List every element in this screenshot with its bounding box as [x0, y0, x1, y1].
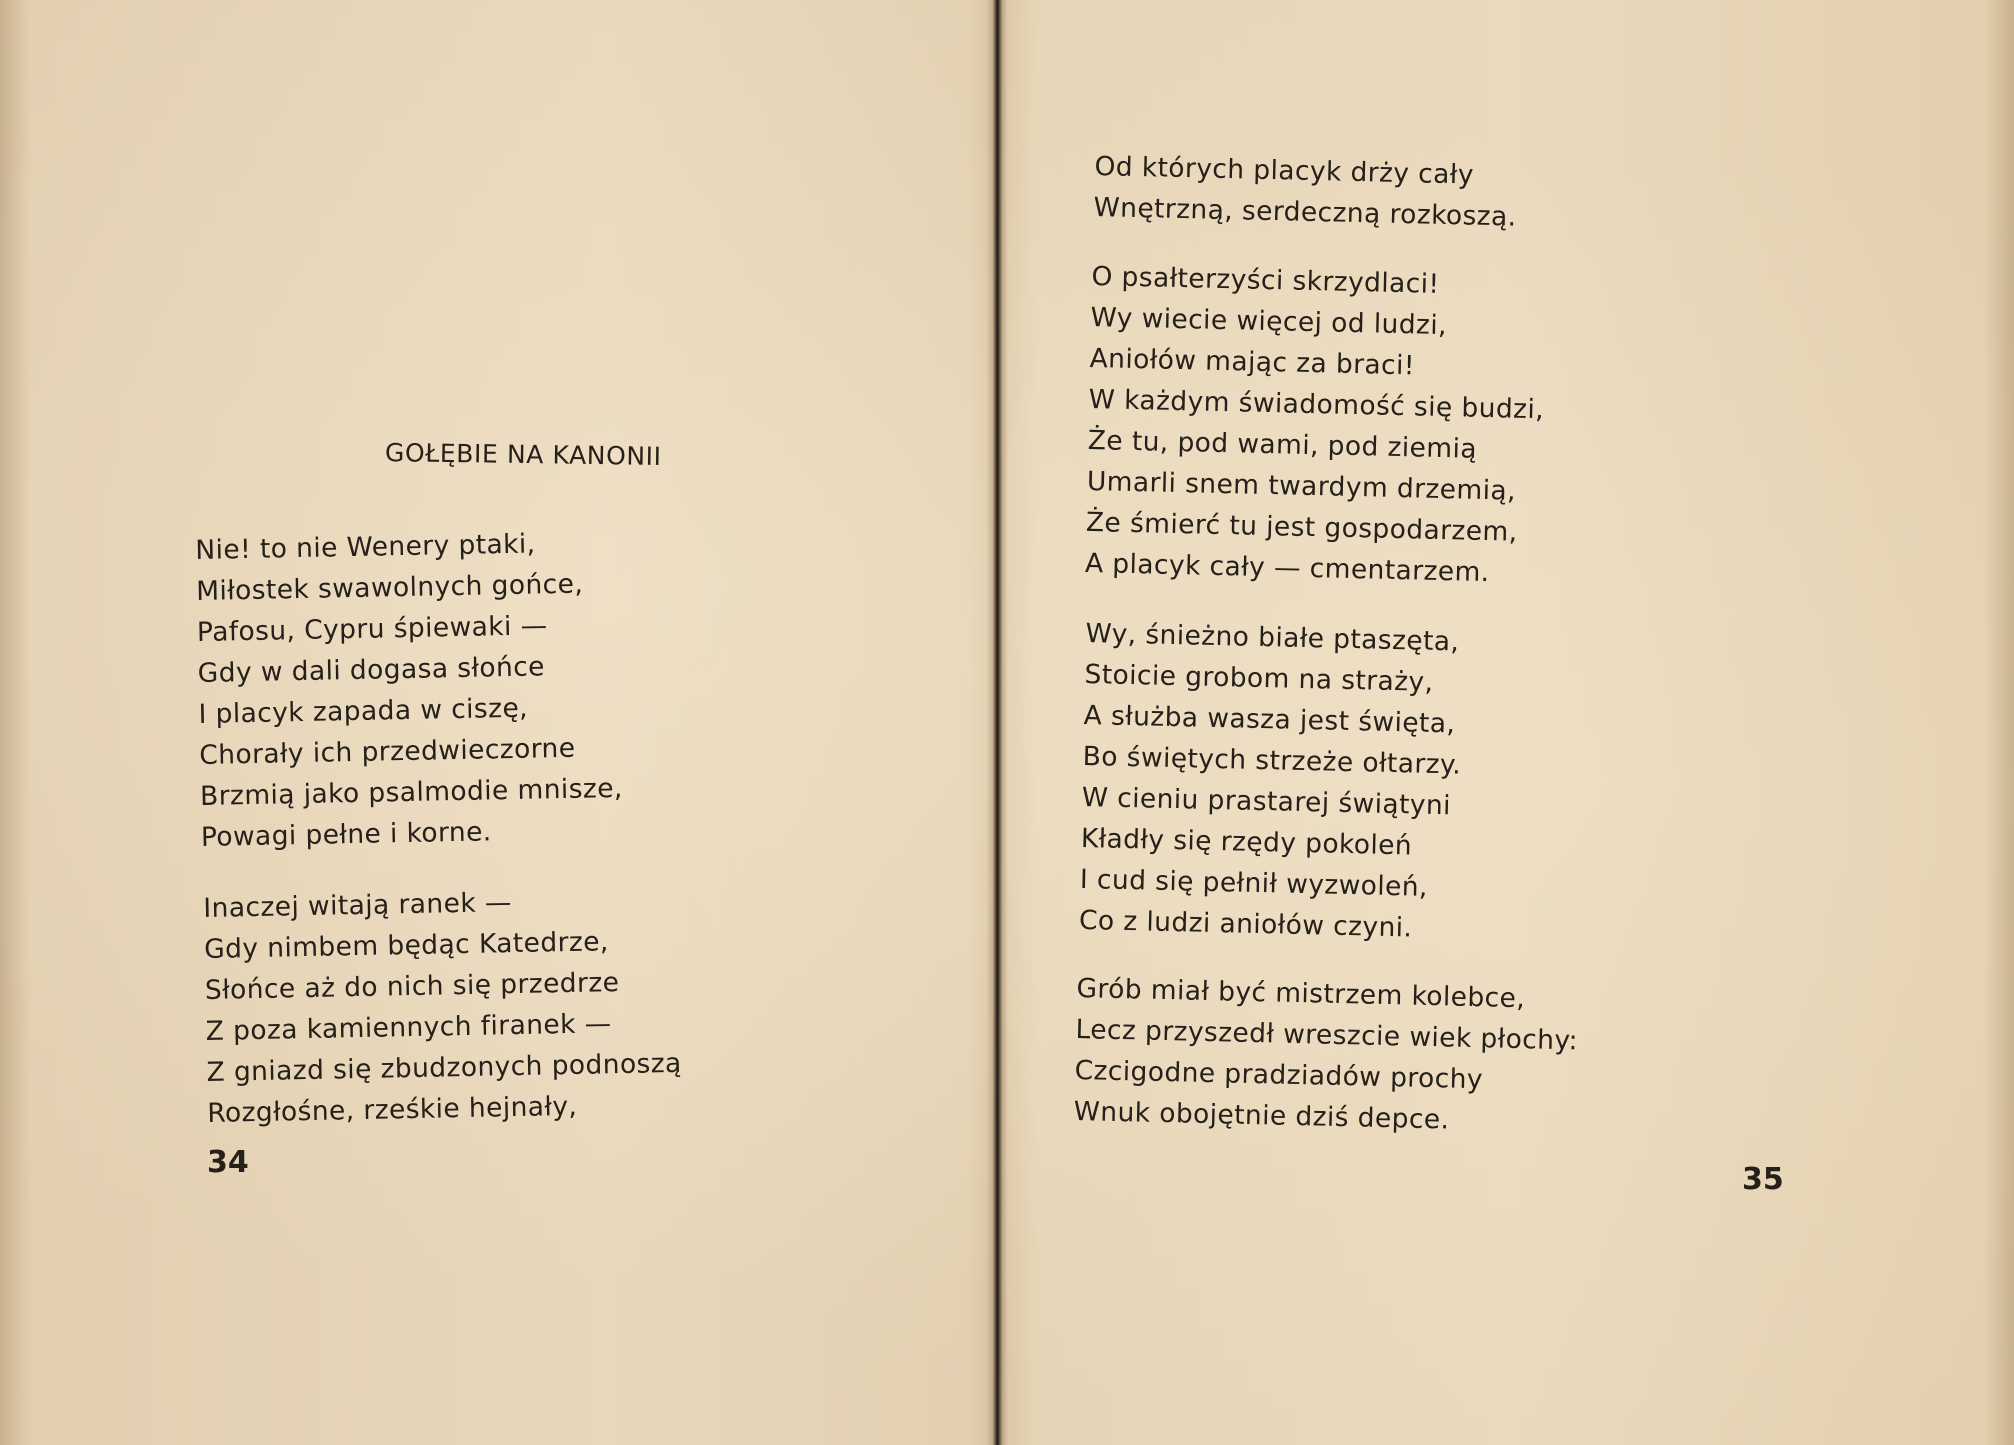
verse-line: Wy, śnieżno białe ptaszęta,	[1085, 617, 1460, 658]
verse-line: Bo świętych strzeże ołtarzy.	[1082, 740, 1462, 781]
verse-line: Co z ludzi aniołów czyni.	[1078, 904, 1413, 944]
verse-line: A placyk cały — cmentarzem.	[1084, 547, 1490, 589]
verse-line: Z gniazd się zbudzonych podnoszą	[206, 1047, 682, 1088]
verse-line: Słońce aż do nich się przedrze	[204, 967, 620, 1006]
verse-line: Inaczej witają ranek —	[203, 887, 513, 924]
verse-line: Rozgłośne, rześkie hejnały,	[207, 1090, 578, 1129]
verse-line: W cieniu prastarej świątyni	[1081, 781, 1452, 822]
left-stanza-1	[195, 522, 624, 858]
verse-line: Grób miał być mistrzem kolebce,	[1076, 972, 1526, 1015]
verse-line: Powagi pełne i korne.	[200, 816, 492, 853]
verse-line: Gdy nimbem będąc Katedrze,	[203, 926, 609, 965]
verse-line: I placyk zapada w ciszę,	[198, 692, 529, 730]
page-number-right: 35	[1742, 1162, 1784, 1197]
verse-line: Wnuk obojętnie dziś depce.	[1073, 1095, 1450, 1136]
verse-line: A służba wasza jest święta,	[1083, 699, 1456, 740]
verse-line: Gdy w dali dogasa słońce	[197, 651, 546, 689]
verse-line: I cud się pełnił wyzwoleń,	[1079, 863, 1429, 903]
right-stanza-3	[1079, 613, 1465, 950]
right-stanza-2	[1085, 256, 1548, 594]
verse-line: Stoicie grobom na straży,	[1084, 658, 1434, 698]
right-stanza-4	[1073, 968, 1579, 1143]
verse-line: Czcigodne pradziadów prochy	[1074, 1054, 1484, 1096]
verse-line: Że tu, pod wami, pod ziemią	[1087, 424, 1478, 465]
right-page	[1002, 0, 2014, 1445]
verse-line: Brzmią jako psalmodie mnisze,	[199, 772, 623, 812]
right-stanza-1	[1093, 146, 1518, 238]
verse-line: Kładły się rzędy pokoleń	[1080, 822, 1413, 862]
left-stanza-2	[203, 879, 683, 1134]
poem-title: GOŁĘBIE NA KANONII	[384, 438, 662, 471]
verse-line: Chorały ich przedwieczorne	[199, 732, 576, 771]
verse-line: W każdym świadomość się budzi,	[1088, 383, 1545, 426]
verse-line: Umarli snem twardym drzemią,	[1086, 465, 1517, 507]
verse-line: Aniołów mając za braci!	[1089, 342, 1416, 382]
verse-line: Lecz przyszedł wreszcie wiek płochy:	[1075, 1013, 1579, 1057]
verse-line: Że śmierć tu jest gospodarzem,	[1085, 506, 1518, 548]
page-number-left: 34	[207, 1145, 249, 1180]
verse-line: Od których placyk drży cały	[1094, 150, 1475, 191]
verse-line: Miłostek swawolnych gońce,	[195, 568, 584, 607]
verse-line: Wy wiecie więcej od ludzi,	[1090, 301, 1448, 342]
left-page	[0, 0, 992, 1445]
verse-line: Z poza kamiennych firanek —	[205, 1008, 612, 1047]
verse-line: O psałterzyści skrzydlaci!	[1091, 260, 1440, 300]
verse-line: Nie! to nie Wenery ptaki,	[195, 528, 536, 566]
verse-line: Wnętrzną, serdeczną rozkoszą.	[1093, 191, 1517, 233]
verse-line: Pafosu, Cypru śpiewaki —	[196, 610, 548, 648]
